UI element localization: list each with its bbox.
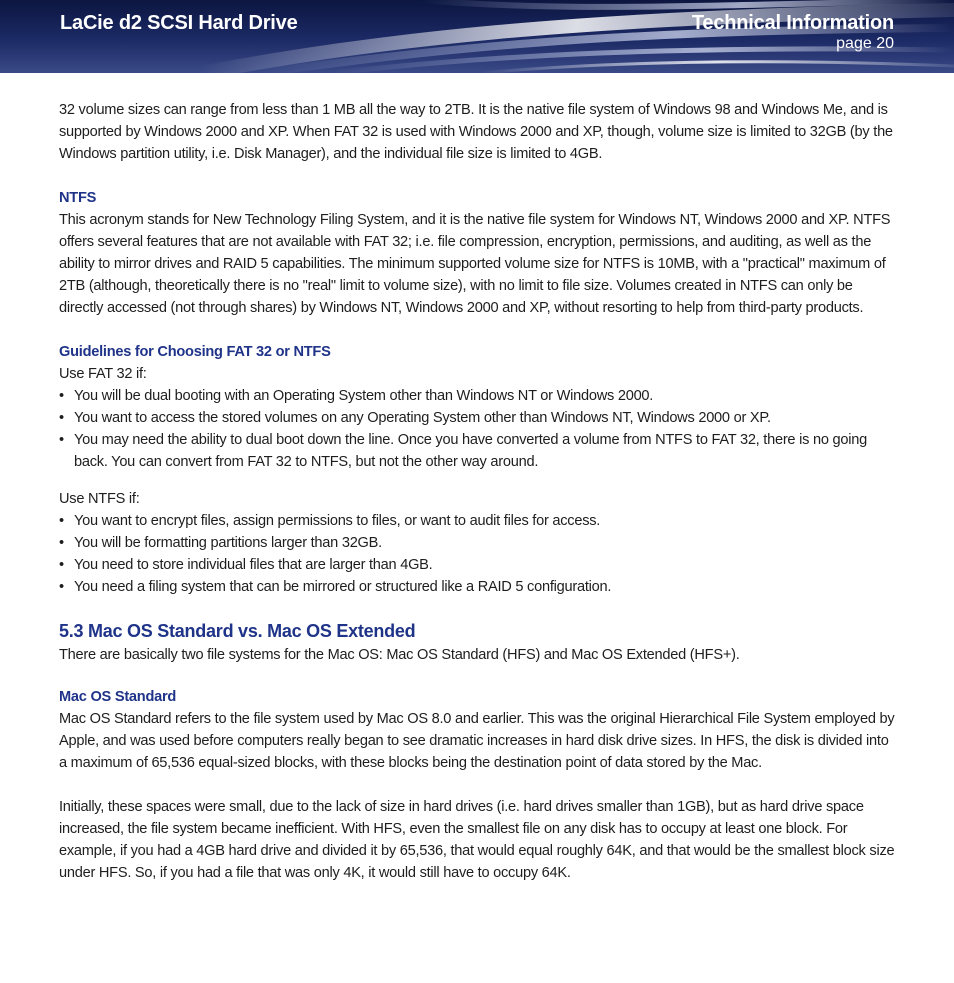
guidelines-heading: Guidelines for Choosing FAT 32 or NTFS [59, 344, 331, 360]
page-header [0, 0, 954, 73]
mac-section-heading: 5.3 Mac OS Standard vs. Mac OS Extended [59, 621, 416, 641]
list-item: • You need to store individual files that are larger than 4GB. [59, 554, 899, 576]
fat32-lead: Use FAT 32 if: [59, 366, 147, 382]
list-item: • You will be formatting partitions larger than 32GB. [59, 532, 899, 554]
header-light-streaks [0, 0, 954, 73]
section-title: Technical Information [691, 12, 894, 34]
ntfs-list [59, 510, 899, 598]
ntfs-heading: NTFS [59, 190, 97, 206]
list-item: • You need a filing system that can be mirrored or structured like a RAID 5 configuration. [59, 576, 899, 598]
intro-paragraph: 32 volume sizes can range from less than 1 MB all the way to 2TB. It is the native file system of Windows 98 and Windows Me, and is supported by Windows 2000 and XP. When FAT 32 is used with Windows 2000 and XP, though, volume size is limited to 32GB (by the Windows partition utility, i.e. Disk Manager), and the individual file size is limited to 4GB. [59, 102, 893, 162]
mac-standard-heading: Mac OS Standard [59, 689, 177, 705]
bullet: • [59, 535, 64, 551]
list-item: • You want to encrypt files, assign permissions to files, or want to audit files for access. [59, 510, 899, 532]
bullet: • [59, 388, 64, 404]
mac-intro-paragraph: There are basically two file systems for the Mac OS: Mac OS Standard (HFS) and Mac OS Extended (HFS+). [59, 647, 740, 663]
page-content [59, 99, 899, 884]
bullet: • [59, 579, 64, 595]
list-item: • You will be dual booting with an Operating System other than Windows NT or Windows 2000. [59, 385, 899, 407]
bullet: • [59, 432, 64, 448]
ntfs-lead: Use NTFS if: [59, 491, 140, 507]
list-item: • You may need the ability to dual boot down the line. Once you have converted a volume from NTFS to FAT 32, there is no going back. You can convert from FAT 32 to NTFS, but not the other way around. [59, 429, 899, 473]
list-item: • You want to access the stored volumes on any Operating System other than Windows NT, Windows 2000 or XP. [59, 407, 899, 429]
bullet: • [59, 513, 64, 529]
fat32-list [59, 385, 899, 473]
bullet: • [59, 557, 64, 573]
page-number: page 20 [836, 35, 894, 52]
mac-standard-paragraph-2: Initially, these spaces were small, due to the lack of size in hard drives (i.e. hard drives smaller than 1GB), but as hard drive space increased, the file system became inefficient. With HFS, even the smallest file on any disk has to occupy at least one block. For example, if you had a 4GB hard drive and divided it by 65,536, that would equal roughly 64K, and that would be the smallest block size under HFS. So, if you had a file that was only 4K, it would still have to occupy 64K. [59, 799, 895, 881]
ntfs-paragraph: This acronym stands for New Technology Filing System, and it is the native file system for Windows NT, Windows 2000 and XP. NTFS offers several features that are not available with FAT 32; i.e. file compression, encryption, permissions, and auditing, as well as the ability to mirror drives and RAID 5 capabilities. The minimum supported volume size for NTFS is 10MB, with a "practical" maximum of 2TB (although, theoretically there is no "real" limit to volume size), with no limit to file size. Volumes created in NTFS can only be directly accessed (not through shares) by Windows NT, Windows 2000 and XP, without resorting to help from third-party products. [59, 212, 891, 316]
mac-standard-paragraph-1: Mac OS Standard refers to the file system used by Mac OS 8.0 and earlier. This was the original Hierarchical File System employed by Apple, and was used before computers really began to see dramatic increases in hard disk drive sizes. In HFS, the disk is divided into a maximum of 65,536 equal-sized blocks, with these blocks being the destination point of data stored by the Mac. [59, 711, 895, 771]
bullet: • [59, 410, 64, 426]
document-title: LaCie d2 SCSI Hard Drive [60, 12, 298, 34]
